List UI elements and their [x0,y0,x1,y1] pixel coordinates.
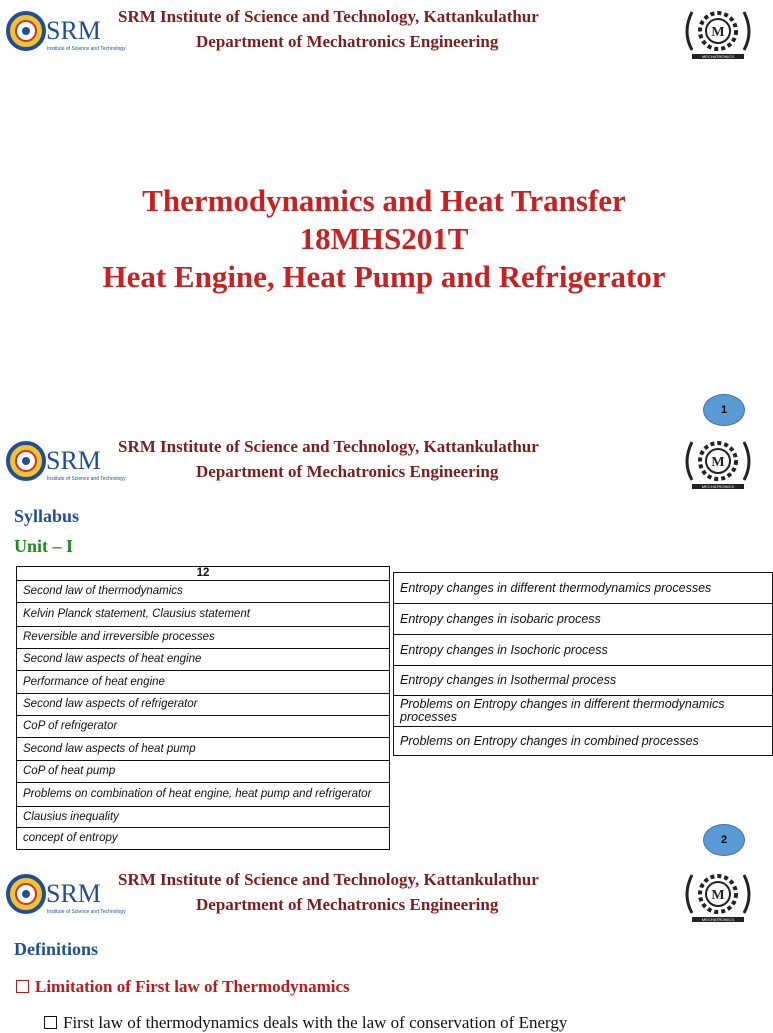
svg-text:M: M [711,25,725,40]
page-number-badge: 1 [703,394,745,426]
slide-2 [0,430,768,863]
svg-text:Institute of Science and Techn: Institute of Science and Technology [47,909,126,915]
institute-name: SRM Institute of Science and Technology, Kattankulathur [118,7,539,26]
table-row: Problems on Entropy changes in combined processes [394,727,773,756]
table-row: Problems on combination of heat engine, heat pump and refrigerator [17,783,390,807]
svg-text:Institute of Science and Techn: Institute of Science and Technology [47,476,126,482]
slide-3 [0,863,768,1032]
syllabus-heading: Syllabus [14,506,80,526]
slide-header [0,0,768,70]
limitation-heading [16,977,350,997]
table-row: concept of entropy [17,828,390,850]
svg-text:M: M [711,455,725,470]
srm-logo [6,869,126,919]
svg-text:MECHATRONICS: MECHATRONICS [701,484,735,489]
checkbox-bullet-icon [16,980,29,993]
hours-header: 12 [17,567,390,581]
srm-logo [6,6,126,56]
first-law-text: First law of thermodynamics deals with the law of conservation of Energy [63,1013,568,1032]
table-row: Clausius inequality [17,807,390,828]
table-row: CoP of refrigerator [17,716,390,738]
svg-text:SRM: SRM [46,16,101,45]
institute-name: SRM Institute of Science and Technology, Kattankulathur [118,437,539,456]
table-row: Reversible and irreversible processes [17,627,390,649]
mechatronics-emblem [678,865,758,925]
slide-1 [0,0,768,430]
table-row: Entropy changes in isobaric process [394,604,773,635]
table-row: Kelvin Planck statement, Clausius statement [17,603,390,627]
topic-title: Heat Engine, Heat Pump and Refrigerator [102,259,666,294]
table-row: Problems on Entropy changes in different thermodynamics processes [394,696,773,727]
svg-text:M: M [711,888,725,903]
syllabus-table-left [16,566,390,850]
svg-text:SRM: SRM [46,879,101,908]
course-title: Thermodynamics and Heat Transfer [142,183,626,218]
table-row: CoP of heat pump [17,761,390,783]
institute-name: SRM Institute of Science and Technology, Kattankulathur [118,870,539,889]
checkbox-bullet-icon [44,1016,57,1029]
table-row: Second law of thermodynamics [17,581,390,603]
svg-text:Institute of Science and Techn: Institute of Science and Technology [47,46,126,52]
department-name: Department of Mechatronics Engineering [196,462,499,481]
table-row: Entropy changes in Isothermal process [394,666,773,696]
slide-title [0,182,768,296]
table-row: Second law aspects of heat engine [17,649,390,671]
syllabus-table-right [393,572,773,756]
svg-text:SRM: SRM [46,446,101,475]
unit-heading: Unit – I [14,536,74,556]
table-row: Second law aspects of heat pump [17,738,390,761]
table-row: Entropy changes in Isochoric process [394,635,773,666]
svg-text:MECHATRONICS: MECHATRONICS [701,917,735,922]
slide-header [0,430,768,500]
limitation-text: Limitation of First law of Thermodynamics [35,977,350,996]
course-code: 18MHS201T [299,221,469,256]
definitions-heading: Definitions [14,939,99,959]
table-row: Second law aspects of refrigerator [17,694,390,716]
first-law-bullet [44,1013,567,1033]
mechatronics-emblem [678,432,758,492]
slide-header [0,863,768,933]
table-row: Entropy changes in different thermodynamics processes [394,573,773,604]
srm-logo [6,436,126,486]
department-name: Department of Mechatronics Engineering [196,895,499,914]
page-number-badge: 2 [703,824,745,856]
svg-text:MECHATRONICS: MECHATRONICS [701,54,735,59]
department-name: Department of Mechatronics Engineering [196,32,499,51]
mechatronics-emblem [678,2,758,62]
table-row: Performance of heat engine [17,671,390,694]
